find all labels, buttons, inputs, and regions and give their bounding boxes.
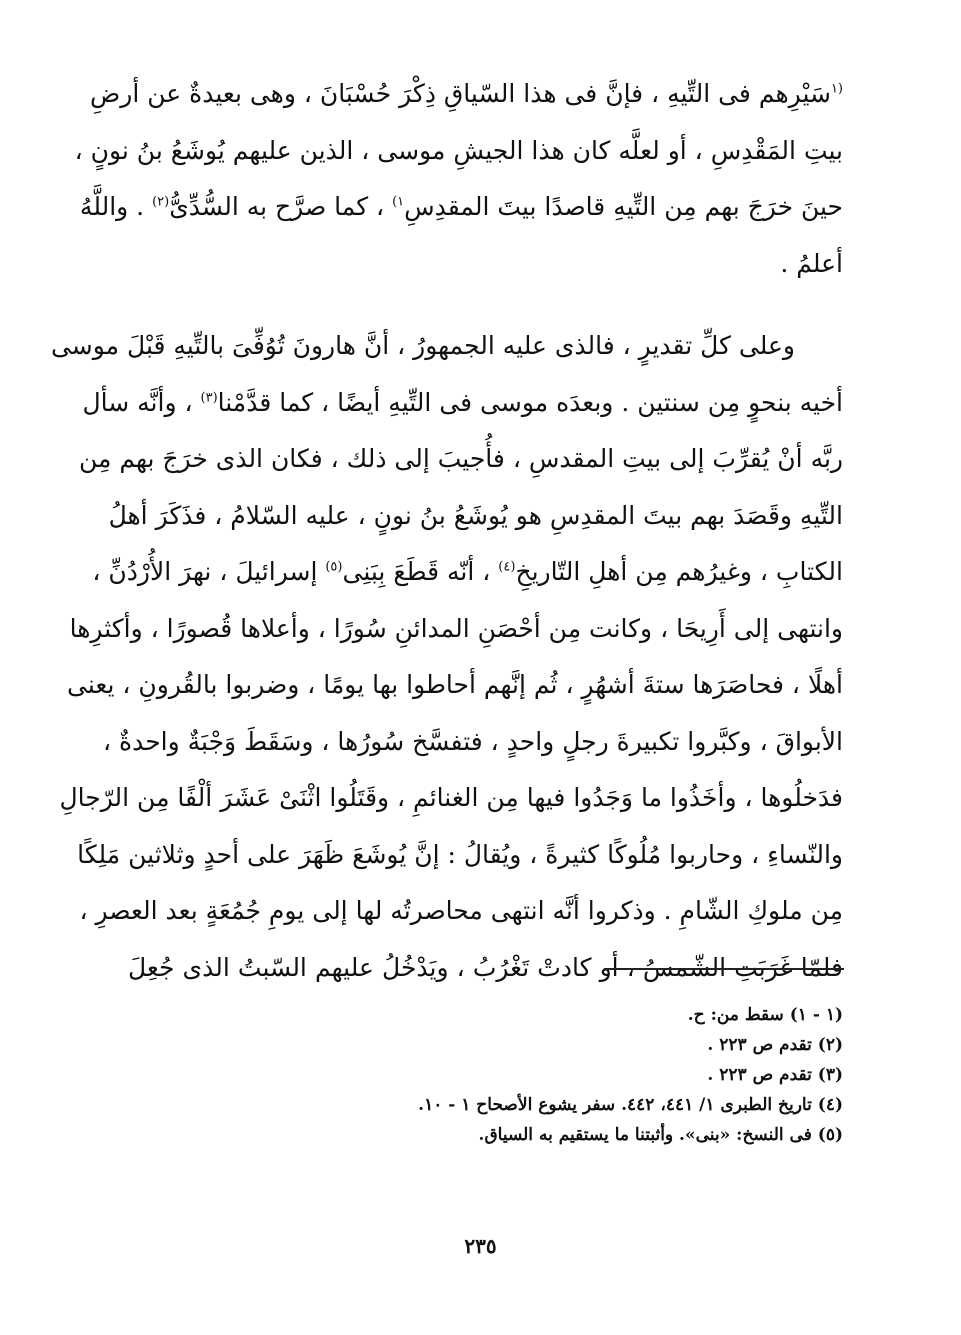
footnote-marker: (٥) (325, 559, 343, 575)
text-line: فدَخلُوها ، وأخَذُوا ما وَجَدُوا فيها مِن الغنائمِ ، وقَتَلُوا اثْنَىْ عَشَرَ ألْفًا مِن الرّجالِ (59, 783, 843, 812)
footnote-marker: ١) (392, 194, 405, 210)
page-number: ٢٣٥ (464, 1234, 497, 1258)
text-line: مِن ملوكِ الشّامِ . وذكروا أنَّه انتهى محاصرتُه لها إلى يومِ جُمُعَةٍ بعد العصرِ ، (79, 896, 843, 925)
text-line: أهلًا ، فحاصَرَها ستةَ أشهُرٍ ، ثُم إنَّهم أحاطوا بها يومًا ، وضربوا بالقُرونِ ، يعنى (67, 670, 843, 699)
text-line: الأبواقَ ، وكبَّروا تكبيرةَ رجلٍ واحدٍ ، فتفسَّخ سُورُها ، وسَقَطَ وَجْبَةٌ واحدةٌ ، (102, 726, 843, 756)
footnote: (٣) تقدم ص ٢٢٣ . (707, 1065, 843, 1085)
text-line: فلمّا غَرَبَتِ الشّمسُ ، أو كادتْ تَغْرُبُ ، ويَدْخُلُ عليهم السّبتُ الذى جُعِلَ (128, 952, 843, 982)
text-line: وانتهى إلى أَرِيحَا ، وكانت مِن أحْصَنِ المدائنِ سُورًا ، وأعلاها قُصورًا ، وأكثرِها (69, 613, 843, 643)
paragraph-2 (50, 318, 843, 996)
text-line (79, 179, 843, 236)
text-segment: ، كما صرَّح به السُّدِّىُّ (169, 192, 393, 221)
paragraph-gap (128, 292, 843, 318)
paragraph-1 (74, 66, 843, 292)
footnotes (300, 1000, 843, 1150)
text-line: بيتِ المَقْدِسِ ، أو لعلَّه كان هذا الجيشِ موسى ، الذين عليهم يُوشَعُ بنُ نونٍ ، (74, 135, 843, 165)
footnote: (٥) فى النسخ: «بنى». وأثبتنا ما يستقيم به السياق. (478, 1125, 843, 1145)
footnote: (٢) تقدم ص ٢٢٣ . (707, 1035, 843, 1055)
text-segment: ، وأنَّه سأل (82, 387, 201, 417)
text-line (90, 66, 843, 123)
text-segment: إسرائيلَ ، نهرَ الأُرْدُنِّ ، (92, 557, 326, 586)
text-line: وعلى كلِّ تقديرٍ ، فالذى عليه الجمهورُ ، أنَّ هارونَ تُوُفِّىَ بالتِّيهِ قَبْلَ موسى (50, 331, 795, 360)
footnote-marker: (٣) (200, 390, 218, 406)
text-segment: ، أنّه قَطَعَ بِبَنِى (342, 557, 499, 586)
text-line: أعلمُ . (780, 248, 843, 278)
text-line (82, 375, 843, 432)
footnote: (١ - ١) سقط من: ح. (687, 1005, 843, 1025)
footnote-marker: (١ (830, 81, 843, 97)
footnote-marker: (٤) (498, 559, 516, 575)
text-line: ربَّه أنْ يُقرِّبَ إلى بيتِ المقدسِ ، فأُجيبَ إلى ذلك ، فكان الذى خرَجَ بهم مِن (78, 444, 843, 473)
footnote: (٤) تاريخ الطبرى ١/ ٤٤١، ٤٤٢. سفر يشوع الأصحاح ١ - ١٠. (418, 1095, 843, 1115)
text-segment: . واللَّهُ (79, 192, 153, 221)
text-segment: أخيه بنحوٍ مِن سنتين . وبعدَه موسى فى التِّيهِ أيضًا ، كما قدَّمْنا (217, 387, 843, 417)
text-line (92, 544, 843, 601)
text-segment: سَيْرِهم فى التِّيهِ ، فإنَّ فى هذا السّياقِ ذِكْرَ حُسْبَانَ ، وهى بعيدةٌ عن أرضِ (90, 79, 831, 108)
text-segment: الكتابِ ، وغيرُهم مِن أهلِ التّاريخِ (515, 557, 843, 586)
footnote-marker: (٢) (152, 194, 170, 210)
text-segment: حينَ خرَجَ بهم مِن التِّيهِ قاصدًا بيتَ المقدِسِ (404, 192, 843, 221)
footnote-separator (604, 968, 844, 970)
text-line: التِّيهِ وقَصَدَ بهم بيتَ المقدِسِ هو يُوشَعُ بنُ نونٍ ، عليه السّلامُ ، فذَكَرَ أهلُ (108, 500, 843, 530)
main-text (50, 66, 843, 996)
text-line: والنّساءِ ، وحاربوا مُلُوكًا كثيرةً ، ويُقالُ : إنَّ يُوشَعَ ظَهَرَ على أحدٍ وثلاثين مَلِكًا (77, 839, 843, 869)
